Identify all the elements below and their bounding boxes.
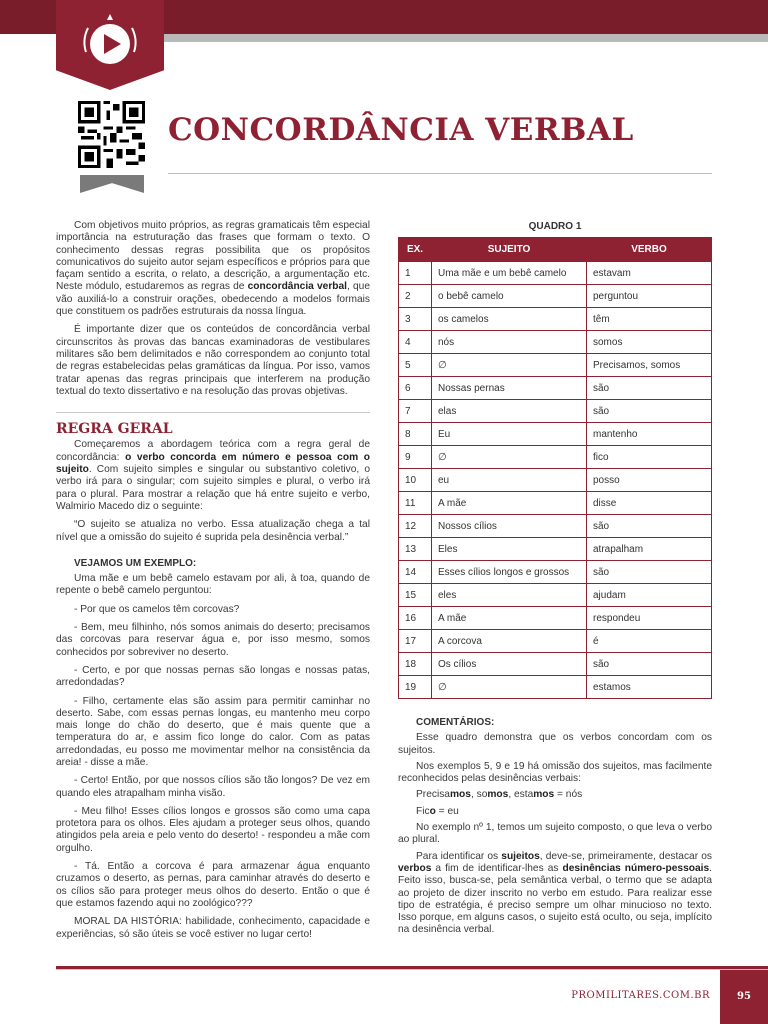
table-row	[399, 262, 712, 285]
cell-sujeito: nós	[432, 331, 587, 354]
cell-ex: 3	[399, 308, 432, 331]
cell-verbo: Precisamos, somos	[587, 354, 712, 377]
table-row	[399, 561, 712, 584]
footer-rule	[56, 969, 768, 970]
cell-sujeito: ∅	[432, 354, 587, 377]
intro-paragraph: Com objetivos muito próprios, as regras gramaticais têm especial importância na estruturação das frases que formam o texto. O conhecimento dessas regras possibilita que os propósitos comunicativos do sujeito autor sejam específicos e próprios para que façam sentido a escrita, o relato, a descrição, a argumentação etc. Neste módulo, estudaremos as regras de concordância verbal, que vão auxiliá-lo a construir orações, obedecendo a modelos formais que constituem os padrões estruturais da nossa língua.	[56, 220, 370, 318]
cell-sujeito: A mãe	[432, 492, 587, 515]
table-caption: QUADRO 1	[528, 221, 582, 232]
table-row	[399, 377, 712, 400]
story-line: - Certo! Então, por que nossos cílios são tão longos? De vez em quando eles atrapalham minha visão.	[56, 775, 370, 799]
table-row	[399, 584, 712, 607]
story-moral: MORAL DA HISTÓRIA: habilidade, conhecimento, capacidade e experiências, só são úteis se você estiver no lugar certo!	[56, 916, 370, 940]
cell-sujeito: eu	[432, 469, 587, 492]
cell-verbo: mantenho	[587, 423, 712, 446]
cell-ex: 5	[399, 354, 432, 377]
table-row	[399, 400, 712, 423]
paragraph: É importante dizer que os conteúdos de concordância verbal circunscritos às provas das bancas examinadoras de vestibulares militares são bem delimitados e não correspondem ao conjunto total de regras estabelecidas pelas gramáticas da língua. Por isso, vamos tratar apenas das regras principais que interferem na produção textual do texto dissertativo e na resolução das provas objetivas.	[56, 324, 370, 397]
story-line: - Meu filho! Esses cílios longos e grossos são como uma capa protetora para os olhos. Eles ajudam a proteger seus olhos, quando atingidos pela areia e pelo vento do deserto! - respondeu a mãe com orgulho.	[56, 805, 370, 854]
table-row	[399, 630, 712, 653]
cell-sujeito: Esses cílios longos e grossos	[432, 561, 587, 584]
paragraph: No exemplo nº 1, temos um sujeito composto, o que leva o verbo ao plural.	[398, 822, 712, 846]
subsection-heading: VEJAMOS UM EXEMPLO:	[74, 557, 197, 569]
site-url[interactable]: PROMILITARES.COM.BR	[571, 990, 710, 1001]
header-verbo: VERBO	[587, 238, 712, 262]
cell-verbo: são	[587, 653, 712, 676]
cell-verbo: estamos	[587, 676, 712, 699]
quadro-table	[398, 237, 712, 699]
table-row	[399, 469, 712, 492]
table-row	[399, 492, 712, 515]
table-row	[399, 676, 712, 699]
cell-sujeito: os camelos	[432, 308, 587, 331]
cell-ex: 1	[399, 262, 432, 285]
header-ex: EX.	[399, 238, 432, 262]
title-divider	[168, 173, 712, 174]
cell-sujeito: Os cílios	[432, 653, 587, 676]
story-line: - Filho, certamente elas são assim para permitir caminhar no deserto. Sabe, com essas pernas longas, eu mantenho meu corpo mais longe do chão do deserto, que é mais quente que a temperatura do ar, e assim fico longe do calor. Com as patas arredondadas, eu posso me movimentar melhor na consistência da areia! - disse a mãe.	[56, 695, 370, 768]
cell-sujeito: o bebê camelo	[432, 285, 587, 308]
story-line: Uma mãe e um bebê camelo estavam por ali, à toa, quando de repente o bebê camelo perguntou:	[56, 573, 370, 597]
table-row	[399, 607, 712, 630]
qr-code-icon[interactable]	[78, 101, 145, 168]
cell-ex: 12	[399, 515, 432, 538]
cell-sujeito: ∅	[432, 676, 587, 699]
example-desinence: Precisamos, somos, estamos = nós	[416, 789, 583, 801]
cell-verbo: respondeu	[587, 607, 712, 630]
story-line: - Tá. Então a corcova é para armazenar água enquanto cruzamos o deserto, as pernas, para caminhar através do deserto e os cílios são para proteger meus olhos do deserto. Então o que é que estamos fazendo aqui no zoológico???	[56, 861, 370, 909]
cell-ex: 18	[399, 653, 432, 676]
quote: “O sujeito se atualiza no verbo. Essa atualização chega a tal nível que a omissão do sujeito é suprida pela desinência verbal.”	[56, 519, 370, 543]
paragraph: Começaremos a abordagem teórica com a regra geral de concordância: o verbo concorda em número e pessoa com o sujeito. Com sujeito simples e singular ou substantivo coletivo, o verbo irá para o singular; com sujeito simples e plural, o verbo irá para o plural. Para mostrar a relação que há entre sujeito e verbo, Walmirio Macedo diz o seguinte:	[56, 439, 370, 512]
cell-ex: 15	[399, 584, 432, 607]
cell-sujeito: ∅	[432, 446, 587, 469]
cell-sujeito: elas	[432, 400, 587, 423]
cell-verbo: são	[587, 515, 712, 538]
page-number: 95	[720, 970, 768, 1024]
top-stripe	[150, 34, 768, 42]
table-row	[399, 653, 712, 676]
cell-verbo: disse	[587, 492, 712, 515]
header-sujeito: SUJEITO	[432, 238, 587, 262]
cell-sujeito: A mãe	[432, 607, 587, 630]
cell-ex: 4	[399, 331, 432, 354]
cell-sujeito: eles	[432, 584, 587, 607]
cell-sujeito: Uma mãe e um bebê camelo	[432, 262, 587, 285]
cell-ex: 9	[399, 446, 432, 469]
qr-ribbon	[80, 175, 144, 193]
story-line: - Por que os camelos têm corcovas?	[74, 603, 240, 615]
cell-sujeito: Eles	[432, 538, 587, 561]
table-row	[399, 538, 712, 561]
section-heading: REGRA GERAL	[56, 412, 370, 435]
cell-sujeito: Eu	[432, 423, 587, 446]
comments-heading: COMENTÁRIOS:	[416, 717, 495, 728]
cell-verbo: são	[587, 561, 712, 584]
paragraph: Para identificar os sujeitos, deve-se, primeiramente, destacar os verbos a fim de identificar-lhes as desinências número-pessoais. Feito isso, busca-se, pela semântica verbal, o termo que se adapta ao projeto de dizer inscrito no verbo em estudo. Para realizar esse tipo de estratégia, é preciso sempre um olhar minucioso no texto. Isso porque, em alguns casos, o sujeito está oculto, ou seja, implícito na desinência verbal.	[398, 850, 712, 936]
cell-ex: 11	[399, 492, 432, 515]
cell-sujeito: Nossas pernas	[432, 377, 587, 400]
cell-verbo: estavam	[587, 262, 712, 285]
cell-verbo: são	[587, 400, 712, 423]
table-row	[399, 446, 712, 469]
cell-ex: 8	[399, 423, 432, 446]
cell-sujeito: A corcova	[432, 630, 587, 653]
table-row	[399, 423, 712, 446]
cell-verbo: ajudam	[587, 584, 712, 607]
table-header-row	[399, 238, 712, 262]
cell-ex: 2	[399, 285, 432, 308]
table-row	[399, 515, 712, 538]
paragraph: Esse quadro demonstra que os verbos concordam com os sujeitos.	[398, 732, 712, 756]
table-row	[399, 354, 712, 377]
cell-verbo: têm	[587, 308, 712, 331]
cell-verbo: posso	[587, 469, 712, 492]
play-icon	[70, 0, 150, 80]
example-desinence: Fico = eu	[416, 805, 459, 817]
cell-sujeito: Nossos cílios	[432, 515, 587, 538]
cell-verbo: são	[587, 377, 712, 400]
cell-ex: 6	[399, 377, 432, 400]
cell-ex: 17	[399, 630, 432, 653]
cell-verbo: é	[587, 630, 712, 653]
cell-ex: 19	[399, 676, 432, 699]
left-column	[56, 220, 370, 947]
paragraph: Nos exemplos 5, 9 e 19 há omissão dos sujeitos, mas facilmente reconhecidos pelas desinências verbais:	[398, 760, 712, 785]
cell-verbo: perguntou	[587, 285, 712, 308]
cell-ex: 16	[399, 607, 432, 630]
cell-ex: 14	[399, 561, 432, 584]
story-line: - Bem, meu filhinho, nós somos animais do deserto; precisamos das corcovas para reservar água e, por isso mesmo, somos conhecidos por sobreviver no deserto.	[56, 622, 370, 658]
table-row	[399, 285, 712, 308]
cell-verbo: atrapalham	[587, 538, 712, 561]
cell-ex: 10	[399, 469, 432, 492]
story-line: - Certo, e por que nossas pernas são longas e nossas patas, arredondadas?	[56, 664, 370, 689]
cell-ex: 7	[399, 400, 432, 423]
right-column	[398, 717, 712, 941]
cell-verbo: somos	[587, 331, 712, 354]
page-title: CONCORDÂNCIA VERBAL	[168, 112, 634, 148]
table-row	[399, 331, 712, 354]
cell-verbo: fico	[587, 446, 712, 469]
table-row	[399, 308, 712, 331]
cell-ex: 13	[399, 538, 432, 561]
